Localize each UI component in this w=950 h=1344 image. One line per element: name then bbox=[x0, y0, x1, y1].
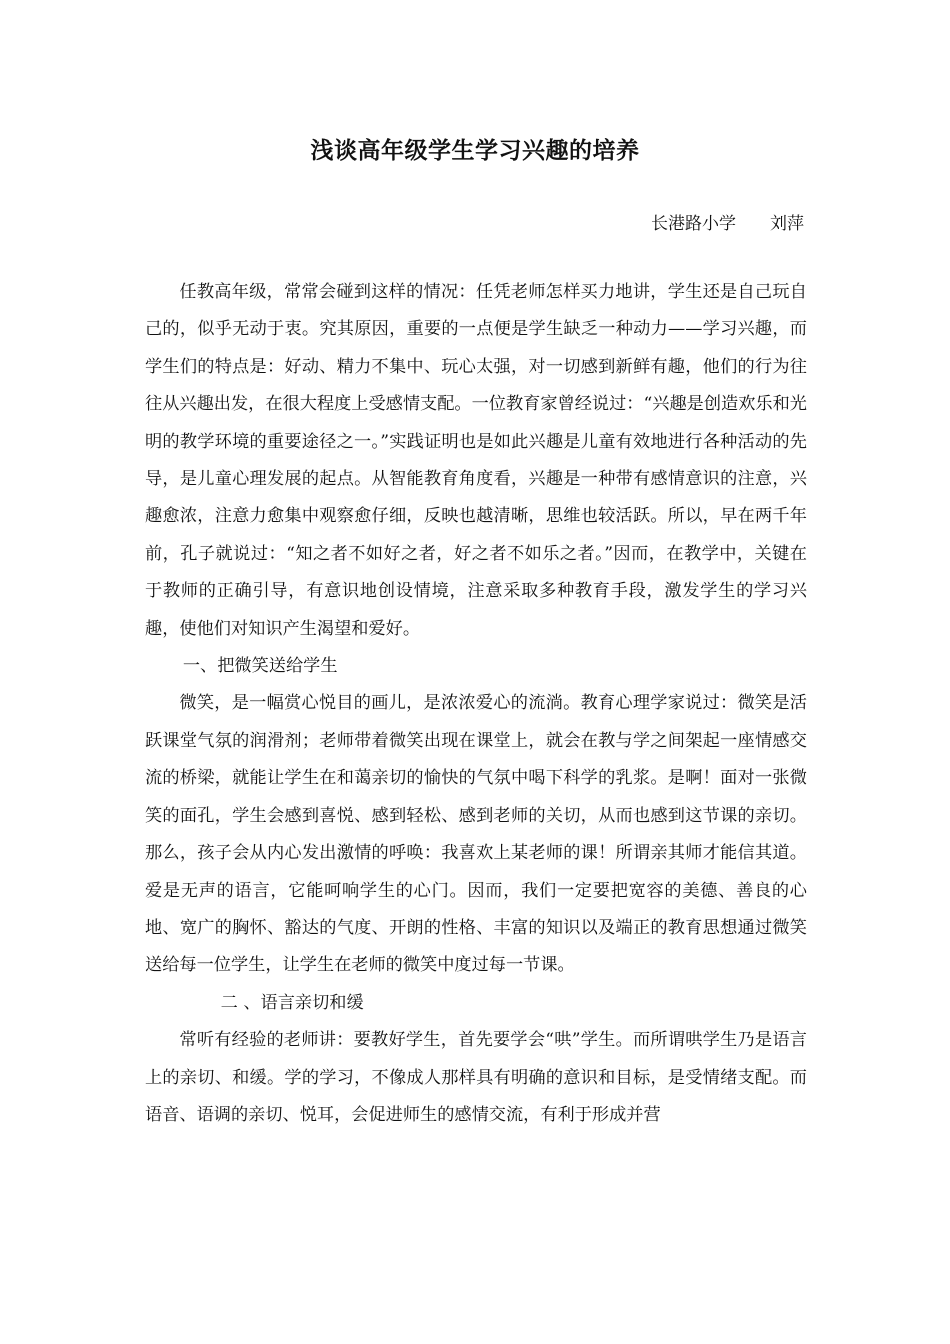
author-line: 长港路小学 刘萍 bbox=[651, 214, 804, 234]
section-heading-2: 二 、语言亲切和缓 bbox=[220, 992, 364, 1013]
section-heading-1: 一、把微笑送给学生 bbox=[182, 656, 338, 677]
paragraph-intro: 任教高年级，常常会碰到这样的情况：任凭老师怎样买力地讲，学生还是自己玩自己的，似乎无动于衷。究其原因，重要的一点便是学生缺乏一种动力——学习兴趣，而学生们的特点是：好动、精力不集中、玩心太强，对一切感到新鲜有趣，他们的行为往往从兴趣出发，在很大程度上受感情支配。一位教育家曾经说过：“兴趣是创造欢乐和光明的教学环境的重要途径之一。”实践证明也是如此兴趣是儿童有效地进行各种活动的先导，是儿童心理发展的起点。从智能教育角度看，兴趣是一种带有感情意识的注意，兴趣愈浓，注意力愈集中观察愈仔细，反映也越清晰，思维也较活跃。所以，早在两千年前，孔子就说过：“知之者不如好之者，好之者不如乐之者。”因而，在教学中，关键在于教师的正确引导，有意识地创设情境，注意采取多种教育手段，激发学生的学习兴趣，使他们对知识产生渴望和爱好。 bbox=[145, 282, 807, 639]
paragraph-language: 常听有经验的老师讲：要教好学生，首先要学会“哄”学生。而所谓哄学生乃是语言上的亲切、和缓。学的学习，不像成人那样具有明确的意识和目标，是受情绪支配。而语音、语调的亲切、悦耳，会促进师生的感情交流，有利于形成并营 bbox=[145, 1030, 807, 1125]
document-body bbox=[145, 274, 807, 1134]
document-title: 浅谈高年级学生学习兴趣的培养 bbox=[310, 138, 640, 164]
paragraph-smile: 微笑，是一幅赏心悦目的画儿，是浓浓爱心的流淌。教育心理学家说过：微笑是活跃课堂气氛的润滑剂；老师带着微笑出现在课堂上，就会在教与学之间架起一座情感交流的桥梁，就能让学生在和蔼亲切的愉快的气氛中喝下科学的乳浆。是啊！面对一张微笑的面孔，学生会感到喜悦、感到轻松、感到老师的关切，从而也感到这节课的亲切。那么，孩子会从内心发出激情的呼唤：我喜欢上某老师的课！所谓亲其师才能信其道。爱是无声的语言，它能呵响学生的心门。因而，我们一定要把宽容的美德、善良的心地、宽广的胸怀、豁达的气度、开朗的性格、丰富的知识以及端正的教育思想通过微笑送给每一位学生，让学生在老师的微笑中度过每一节课。 bbox=[145, 693, 807, 976]
